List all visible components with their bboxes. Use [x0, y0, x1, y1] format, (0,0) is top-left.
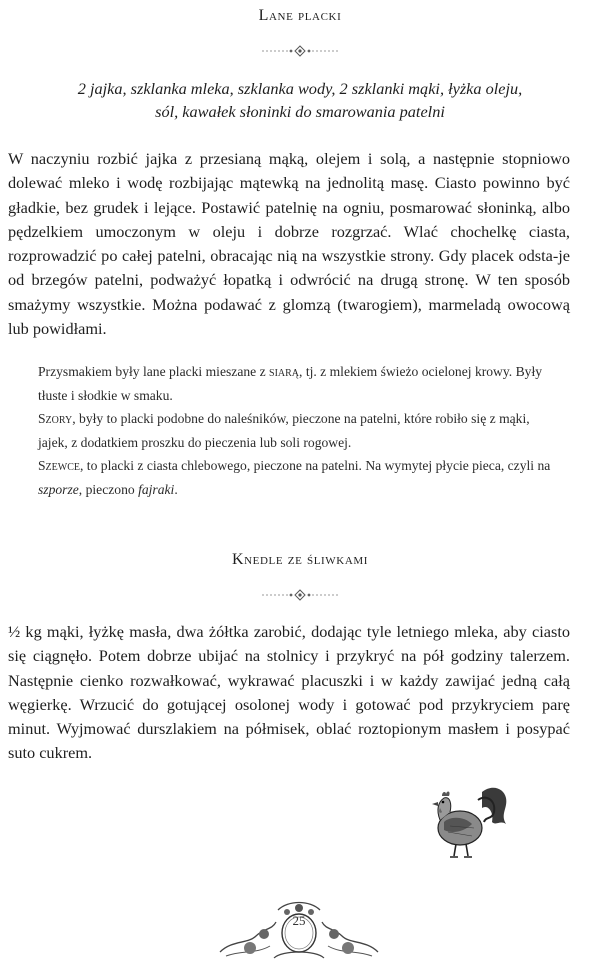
- divider-ornament: [260, 588, 340, 602]
- rooster-illustration: [420, 782, 512, 864]
- page-number-ornament: [212, 900, 386, 959]
- instructions-lane-placki: W naczyniu rozbić jajka z przesianą mąką, olejem i solą, a następnie stopniowo dolewać mleko i wodę rozbijając mątewką na jednolitą masę. Ciasto powinno być gładkie, bez grudek i lejące. Postawić patelnię na ogniu, posmarować słoninką, albo pędzelkiem umoczonym w oleju i dobrze rozgrzać. Wlać chochelkę ciasta, rozprowadzić po całej patelni, obracając nią na wszystkie strony. Gdy placek odsta-je od brzegów patelni, podważyć łopatką i odwrócić na drugą stronę. W ten sposób smażymy wszystkie. Można podawać z glomzą (twarogiem), marmeladą owocową lub powidłami.: [8, 149, 570, 339]
- divider-ornament: [260, 44, 340, 58]
- historical-notes: [38, 360, 558, 501]
- note-szory: Szory, były to placki podobne do naleśników, pieczone na patelni, które robiło się z mąki, jajek, z dodatkiem proszku do pieczenia lub soli rogowej.: [38, 411, 530, 450]
- recipe-title-knedle: Knedle ze śliwkami: [231, 551, 369, 568]
- ingredients-lane-placki: 2 jajka, szklanka mleka, szklanka wody, 2 szklanki mąki, łyżka oleju, sól, kawałek słoninki do smarowania patelni: [77, 79, 523, 121]
- recipe-title-lane-placki: Lane placki: [258, 7, 342, 24]
- note-siara: Przysmakiem były lane placki mieszane z siarą, tj. z mlekiem świeżo ocielonej krowy. Były tłuste i słodkie w smaku.: [38, 364, 543, 403]
- note-szewce: Szewce, to placki z ciasta chlebowego, pieczone na patelni. Na wymytej płycie pieca, czyli na szporze, pieczono fajraki.: [38, 458, 551, 497]
- instructions-knedle: ½ kg mąki, łyżkę masła, dwa żółtka zarobić, dodając tyle letniego mleka, aby ciasto się ciągnęło. Potem dobrze ubijać na stolnicy i przykryć na pół godziny talerzem. Następnie cienko rozwałkować, wykrawać placuszki i w każdy zawijać jedną całą węgierkę. Wrzucić do gotującej osolonej wody i gotować pod przykryciem parę minut. Wyjmować durszlakiem na półmisek, oblać roztopionym masłem i posypać suto cukrem.: [8, 622, 570, 763]
- page-number: 25: [292, 913, 306, 928]
